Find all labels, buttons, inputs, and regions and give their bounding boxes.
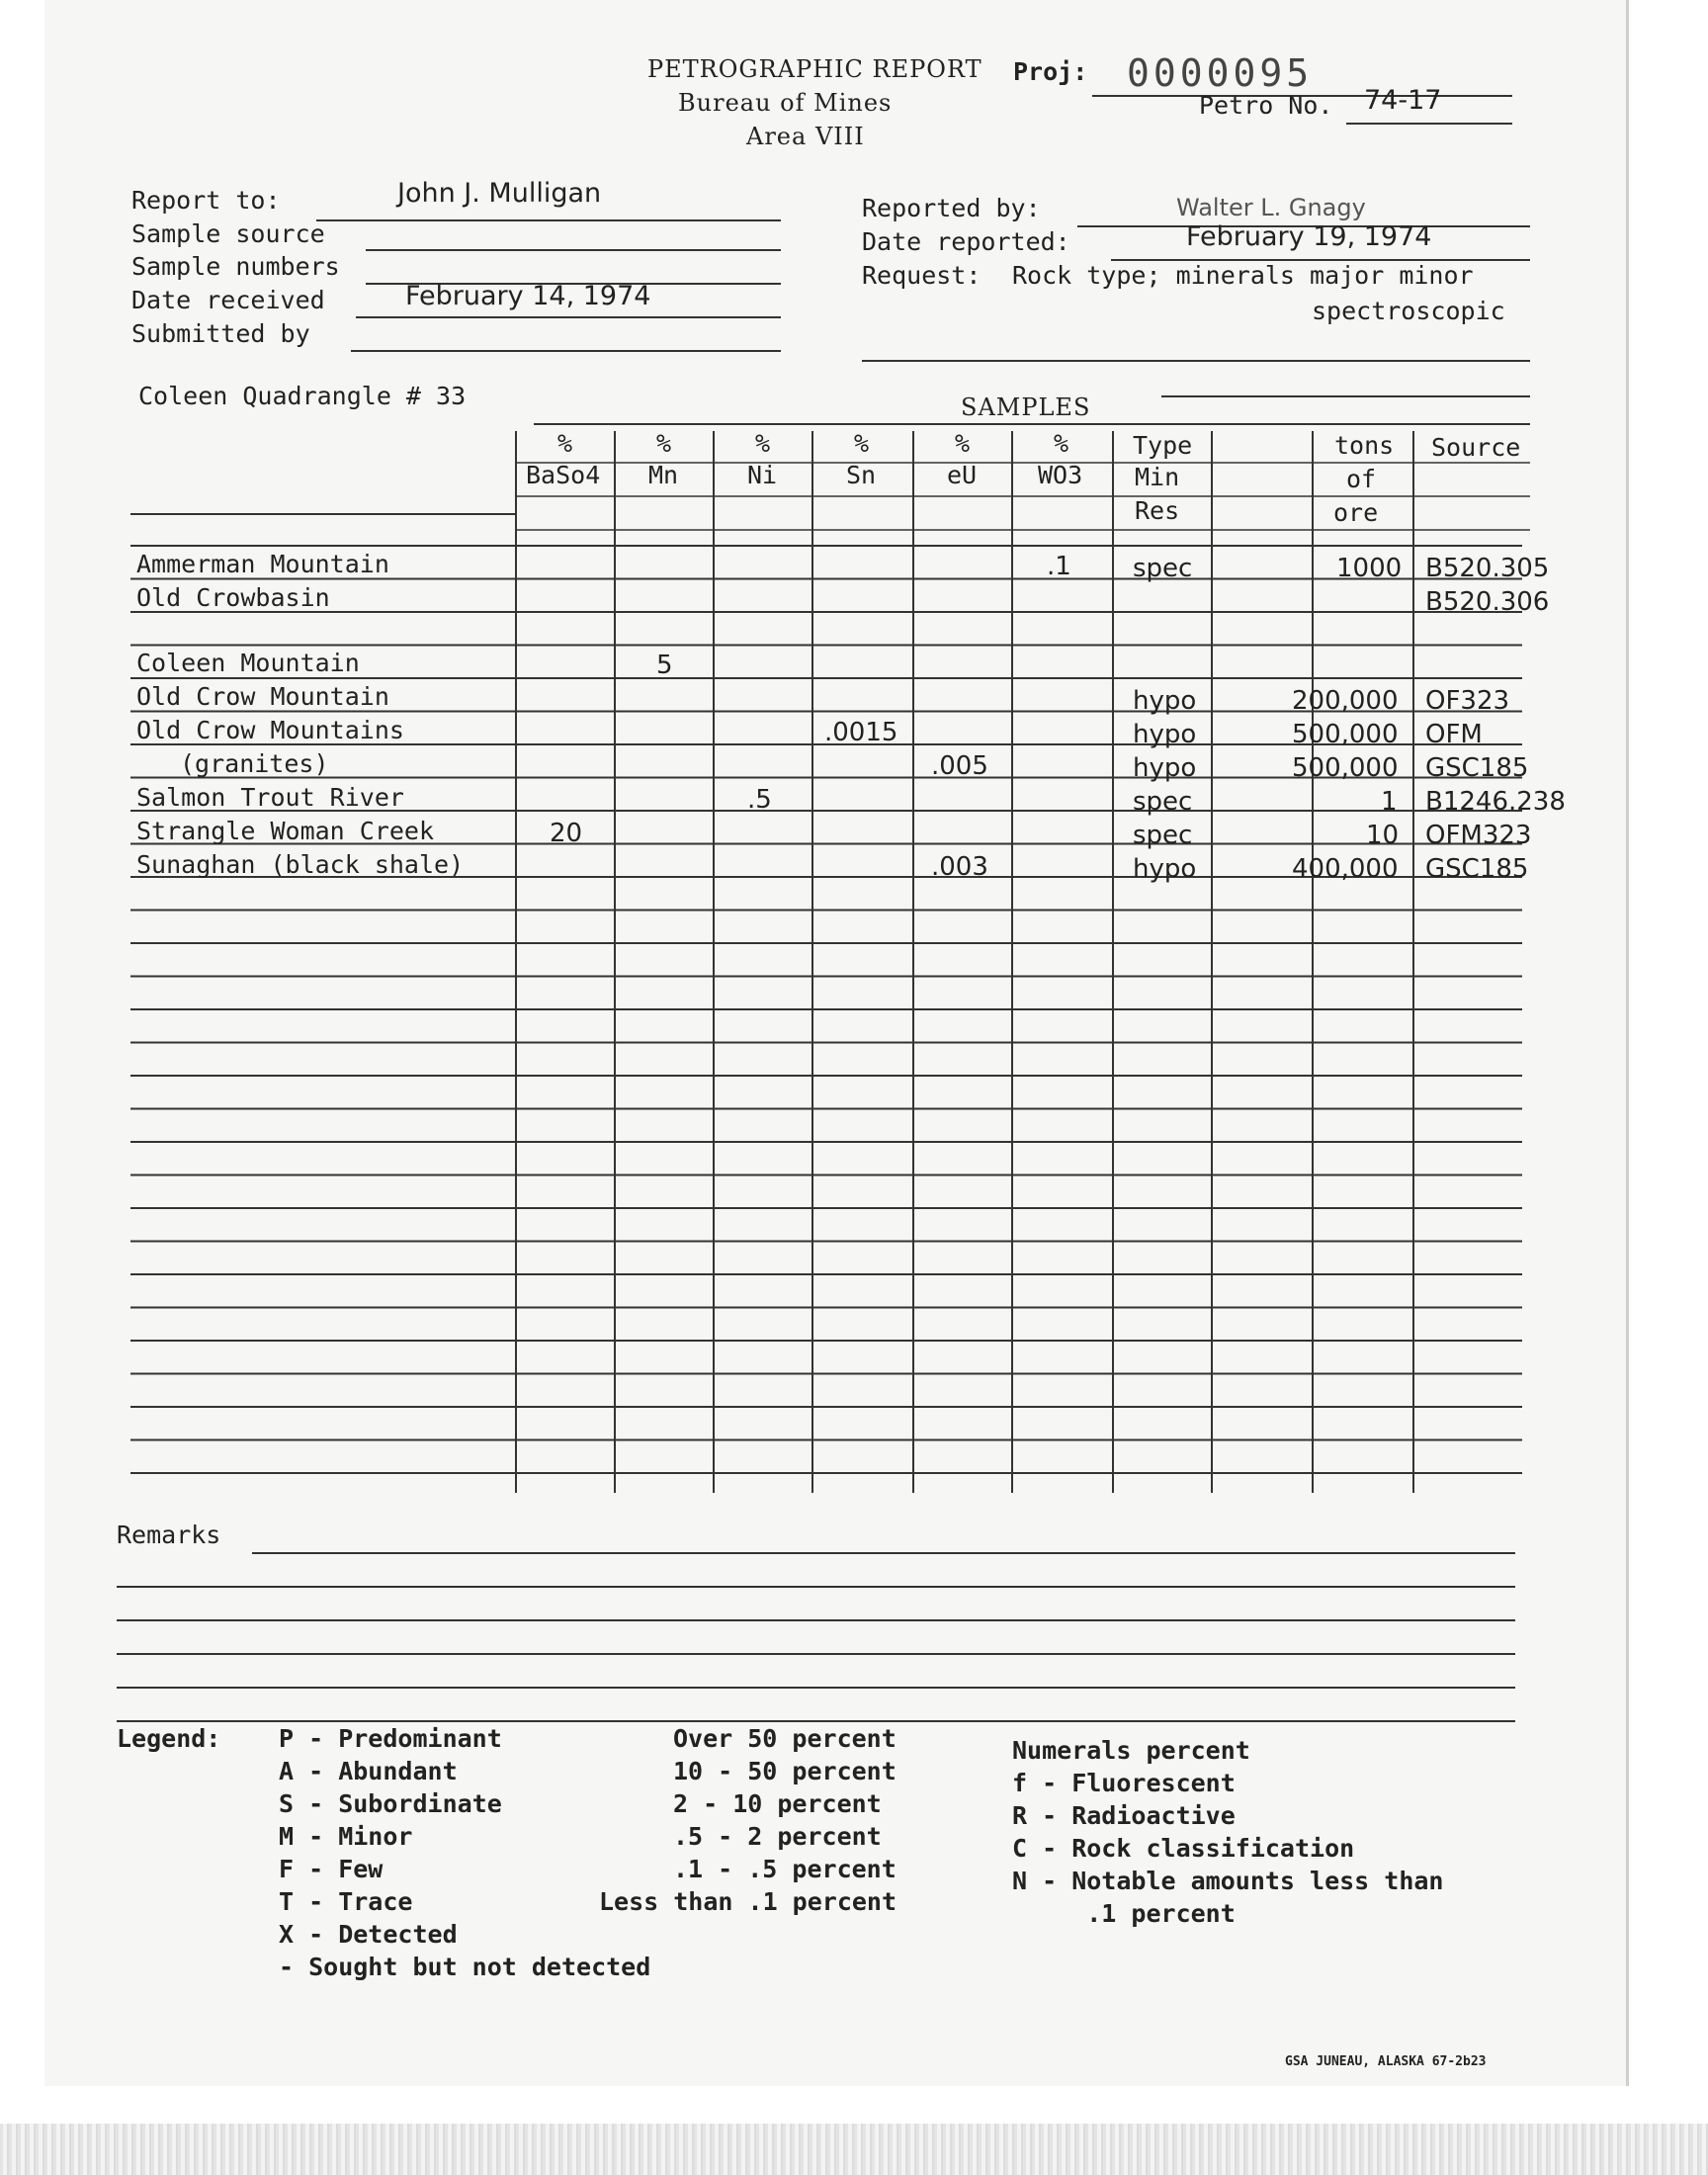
remarks-label: Remarks (117, 1521, 221, 1549)
column-name-header: WO3 (1038, 461, 1083, 489)
submitted-by-label: Submitted by (131, 319, 310, 348)
petro-number: 74-17 (1364, 85, 1442, 116)
legend-label: Legend: (117, 1724, 221, 1753)
row-tons: 400,000 (1292, 854, 1399, 884)
row-tons: 1000 (1336, 554, 1403, 583)
date-received-value: February 14, 1974 (405, 281, 651, 311)
remarks-line-1 (252, 1552, 1515, 1554)
row-tons: 500,000 (1292, 720, 1399, 749)
legend-code: F - Few (279, 1855, 384, 1883)
date-received-label: Date received (131, 286, 325, 314)
date-reported-value: February 19, 1974 (1186, 221, 1432, 252)
column-name-header: BaSo4 (526, 461, 601, 489)
remarks-line-6 (117, 1720, 1515, 1722)
row-source: OF323 (1425, 686, 1510, 716)
legend-note: N - Notable amounts less than (1012, 1867, 1444, 1895)
report-title: PETROGRAPHIC REPORT (647, 55, 982, 83)
legend-note: R - Radioactive (1012, 1801, 1236, 1830)
row-value-wo3: .1 (1047, 552, 1071, 581)
row-value-sn: .0015 (824, 718, 898, 747)
row-source: B520.305 (1425, 554, 1550, 583)
legend-note: .1 percent (1012, 1899, 1236, 1928)
petro-label: Petro No. (1199, 91, 1333, 120)
column-pct-header: % (1054, 429, 1069, 458)
tons-header-1: tons (1334, 431, 1395, 460)
row-tons: 500,000 (1292, 753, 1399, 783)
row-sample-name: (granites) (180, 749, 329, 778)
row-source: OFM323 (1425, 821, 1532, 850)
legend-range: .5 - 2 percent (673, 1822, 882, 1851)
legend-code: A - Abundant (279, 1757, 458, 1785)
column-name-header: Ni (747, 461, 778, 489)
samples-label: SAMPLES (961, 393, 1091, 421)
column-pct-header: % (955, 429, 971, 458)
tons-header-2: of (1346, 465, 1377, 493)
source-header: Source (1431, 433, 1521, 462)
column-pct-header: % (656, 429, 672, 458)
legend-note: Numerals percent (1012, 1736, 1250, 1765)
row-source: GSC185 (1425, 854, 1529, 884)
row-value-mn: 5 (656, 651, 673, 680)
column-name-header: Mn (648, 461, 679, 489)
legend-note: f - Fluorescent (1012, 1769, 1236, 1797)
row-type: spec (1133, 821, 1193, 850)
column-name-header: Sn (846, 461, 877, 489)
column-pct-header: % (557, 429, 573, 458)
row-sample-name: Old Crow Mountains (136, 716, 404, 744)
date-reported-label: Date reported: (862, 227, 1070, 256)
row-tons: 1 (1381, 787, 1398, 817)
row-tons: 200,000 (1292, 686, 1399, 716)
column-pct-header: % (854, 429, 870, 458)
legend-code: P - Predominant (279, 1724, 502, 1753)
reported-by-label: Reported by: (862, 194, 1041, 222)
column-pct-header: % (755, 429, 771, 458)
type-header-2: Min (1135, 463, 1180, 491)
type-header-3: Res (1135, 496, 1180, 525)
type-header-1: Type (1133, 431, 1193, 460)
area-label: Area VIII (746, 123, 865, 150)
row-type: hypo (1133, 686, 1197, 716)
row-source: GSC185 (1425, 753, 1529, 783)
row-sample-name: Old Crow Mountain (136, 682, 389, 711)
sample-numbers-label: Sample numbers (131, 252, 340, 281)
legend-range: .1 - .5 percent (673, 1855, 897, 1883)
legend-code: - Sought but not detected (279, 1953, 651, 1981)
row-sample-name: Sunaghan (black shale) (136, 850, 465, 879)
location-label: Coleen Quadrangle # 33 (138, 382, 467, 410)
legend-range: 2 - 10 percent (673, 1789, 882, 1818)
column-name-header: eU (947, 461, 978, 489)
row-source: B1246.238 (1425, 787, 1566, 817)
tons-header-3: ore (1333, 498, 1379, 527)
legend-range: 10 - 50 percent (673, 1757, 897, 1785)
row-type: spec (1133, 554, 1193, 583)
row-sample-name: Coleen Mountain (136, 649, 360, 677)
legend-code: M - Minor (279, 1822, 413, 1851)
row-source: B520.306 (1425, 587, 1550, 617)
row-source: OFM (1425, 720, 1483, 749)
row-sample-name: Old Crowbasin (136, 583, 330, 612)
row-value-ni: .5 (747, 785, 772, 815)
proj-label: Proj: (1013, 57, 1088, 86)
legend-code: T - Trace (279, 1887, 413, 1916)
proj-number: 0000095 (1127, 51, 1314, 95)
remarks-line-5 (117, 1687, 1515, 1689)
row-value-eu: .005 (931, 751, 988, 781)
report-to-label: Report to: (131, 186, 281, 215)
remarks-line-4 (117, 1653, 1515, 1655)
request-line2: spectroscopic (1312, 297, 1505, 325)
row-type: hypo (1133, 753, 1197, 783)
row-tons: 10 (1366, 821, 1400, 850)
row-value-eu: .003 (931, 852, 988, 882)
agency-name: Bureau of Mines (678, 89, 893, 117)
row-sample-name: Ammerman Mountain (136, 550, 389, 578)
footer-imprint: GSA JUNEAU, ALASKA 67-2b23 (1285, 2054, 1487, 2069)
request-line1: Rock type; minerals major minor (1012, 261, 1474, 290)
legend-code: S - Subordinate (279, 1789, 502, 1818)
row-value-baso4: 20 (550, 819, 583, 848)
sample-source-label: Sample source (131, 219, 325, 248)
scan-artifact-strip (0, 2124, 1708, 2175)
row-type: spec (1133, 787, 1193, 817)
legend-note: C - Rock classification (1012, 1834, 1355, 1863)
row-type: hypo (1133, 720, 1197, 749)
reported-by-value: Walter L. Gnagy (1176, 194, 1366, 221)
row-sample-name: Strangle Woman Creek (136, 817, 435, 845)
legend-range: Less than .1 percent (599, 1887, 897, 1916)
legend-code: X - Detected (279, 1920, 458, 1949)
row-type: hypo (1133, 854, 1197, 884)
remarks-line-3 (117, 1619, 1515, 1621)
remarks-line-2 (117, 1586, 1515, 1588)
legend-range: Over 50 percent (673, 1724, 897, 1753)
row-sample-name: Salmon Trout River (136, 783, 404, 812)
request-label: Request: (862, 261, 982, 290)
report-to-value: John J. Mulligan (397, 178, 602, 209)
